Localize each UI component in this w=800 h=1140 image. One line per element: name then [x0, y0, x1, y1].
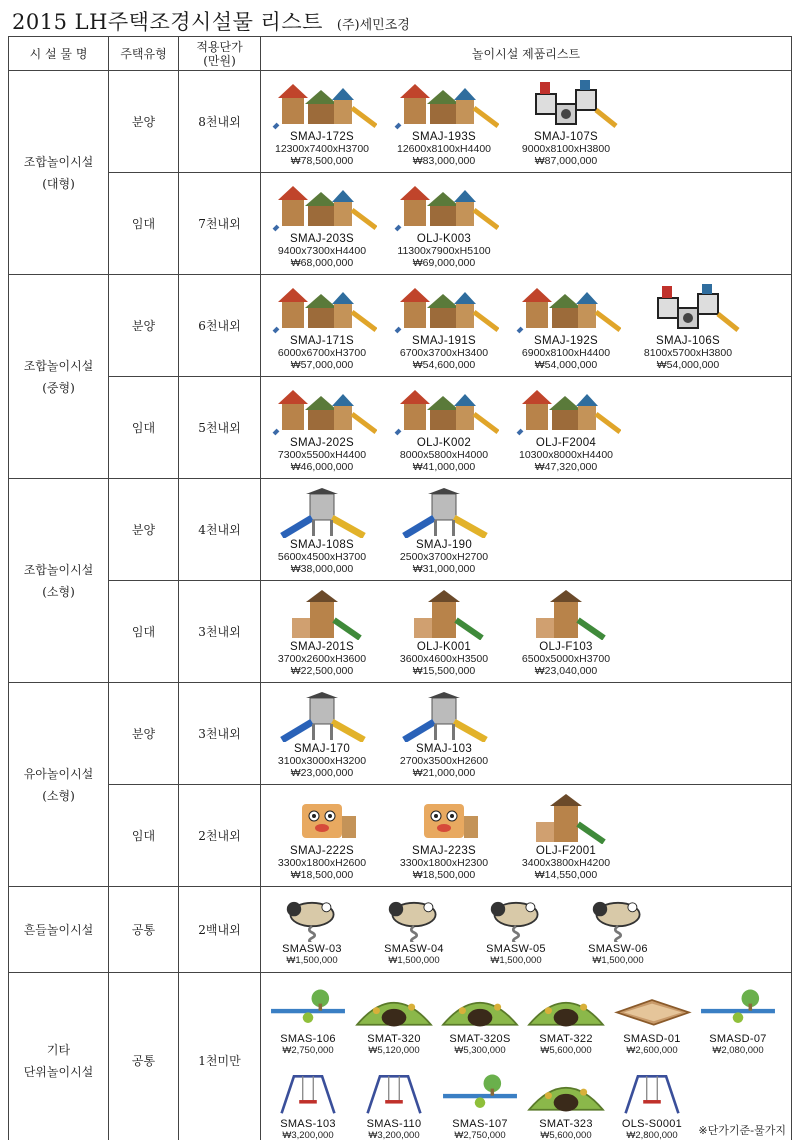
footnote: ※단가기준-물가지 [698, 1124, 786, 1137]
product-row [261, 76, 791, 167]
playground-icon [267, 80, 377, 130]
category-label: (중형) [42, 380, 75, 395]
product-dimensions: 3300x1800xH2600 [277, 857, 367, 869]
product-code: SMAS-106 [280, 1032, 336, 1045]
category-label: 조합놀이시설 [23, 154, 94, 169]
product-price: ₩1,500,000 [388, 955, 440, 966]
product-item[interactable] [573, 896, 663, 967]
product-item[interactable] [389, 692, 499, 779]
product-code: SMASW-03 [282, 943, 342, 955]
product-code: SMASW-06 [588, 943, 648, 955]
product-price: ₩57,000,000 [290, 359, 354, 371]
product-row [261, 382, 791, 473]
playground-icon [267, 182, 377, 232]
tunnel-icon [349, 986, 439, 1032]
product-item[interactable] [511, 80, 621, 167]
product-item[interactable] [511, 386, 621, 473]
spring-rider-icon [369, 896, 459, 942]
product-price: ₩5,300,000 [454, 1044, 506, 1056]
cube-tower-icon [511, 80, 621, 130]
header-price: 적용단가 (만원) [179, 37, 261, 71]
facility-table [8, 36, 792, 1140]
product-list [261, 479, 792, 581]
header-housing: 주택유형 [109, 37, 179, 71]
product-code: SMAJ-193S [411, 131, 477, 143]
table-row [9, 275, 792, 377]
housing-type: 임대 [109, 581, 179, 683]
product-code: OLJ-F2001 [535, 845, 597, 857]
product-code: OLS-S0001 [621, 1117, 683, 1130]
product-code: SMAJ-172S [289, 131, 355, 143]
product-code: SMAS-103 [280, 1117, 336, 1130]
product-price: ₩68,000,000 [290, 257, 354, 269]
product-list [261, 973, 792, 1140]
product-price: ₩1,500,000 [592, 955, 644, 966]
product-row [261, 178, 791, 269]
housing-type: 분양 [109, 71, 179, 173]
product-price: ₩21,000,000 [412, 767, 476, 779]
product-code: SMAJ-170 [293, 743, 351, 755]
product-list [261, 887, 792, 973]
product-item[interactable] [389, 284, 499, 371]
product-item[interactable] [695, 986, 781, 1057]
slide-icon [267, 692, 377, 742]
product-price: ₩54,000,000 [656, 359, 720, 371]
product-item[interactable] [389, 80, 499, 167]
housing-type: 임대 [109, 377, 179, 479]
product-dimensions: 3600x4600xH3500 [399, 653, 489, 665]
product-dimensions: 6900x8100xH4400 [521, 347, 611, 359]
unit-price-range: 8천내외 [179, 71, 261, 173]
page-title: 2015 LH주택조경시설물 리스트 [12, 10, 323, 34]
product-item[interactable] [267, 794, 377, 881]
product-code: SMAJ-191S [411, 335, 477, 347]
header-row [9, 37, 792, 71]
product-dimensions: 6700x3700xH3400 [399, 347, 489, 359]
cube-tower-icon [633, 284, 743, 334]
product-code: SMAT-320S [449, 1032, 511, 1045]
product-list [261, 71, 792, 173]
product-dimensions: 8000x5800xH4000 [399, 449, 489, 461]
product-code: OLJ-K002 [416, 437, 472, 449]
table-row [9, 479, 792, 581]
product-price: ₩5,120,000 [368, 1044, 420, 1056]
product-price: ₩5,600,000 [540, 1129, 592, 1140]
product-code: SMAJ-202S [289, 437, 355, 449]
product-dimensions: 2700x3500xH2600 [399, 755, 489, 767]
playground-icon [267, 386, 377, 436]
unit-price-range: 5천내외 [179, 377, 261, 479]
table-row [9, 173, 792, 275]
product-item[interactable] [437, 1071, 523, 1140]
category-label: 단위놀이시설 [23, 1064, 94, 1079]
product-dimensions: 9400x7300xH4400 [277, 245, 367, 257]
product-price: ₩2,600,000 [626, 1044, 678, 1056]
spring-rider-icon [267, 896, 357, 942]
product-item[interactable] [267, 386, 377, 473]
housing-type: 분양 [109, 275, 179, 377]
product-price: ₩2,750,000 [454, 1129, 506, 1140]
product-code: SMASD-01 [623, 1032, 681, 1045]
playground-icon [267, 284, 377, 334]
category-label: (소형) [42, 584, 75, 599]
product-code: SMAJ-103 [415, 743, 473, 755]
product-item[interactable] [351, 986, 437, 1057]
housing-type: 임대 [109, 173, 179, 275]
product-price: ₩23,000,000 [290, 767, 354, 779]
product-item[interactable] [523, 1071, 609, 1140]
product-code: OLJ-F103 [539, 641, 593, 653]
product-dimensions: 6000x6700xH3700 [277, 347, 367, 359]
product-row [261, 976, 791, 1061]
product-price: ₩3,200,000 [282, 1129, 334, 1140]
product-item[interactable] [351, 1071, 437, 1140]
product-price: ₩46,000,000 [290, 461, 354, 473]
product-list [261, 275, 792, 377]
product-code: SMAT-323 [539, 1117, 593, 1130]
slide-icon [389, 488, 499, 538]
product-item[interactable] [609, 1071, 695, 1140]
animal-house-icon [267, 794, 377, 844]
product-item[interactable] [265, 986, 351, 1057]
product-item[interactable] [267, 590, 377, 677]
tunnel-icon [521, 986, 611, 1032]
facility-category [9, 71, 109, 275]
product-code: SMAJ-222S [289, 845, 355, 857]
product-price: ₩2,800,000 [626, 1129, 678, 1140]
product-code: SMAJ-106S [655, 335, 721, 347]
product-code: SMASW-05 [486, 943, 546, 955]
product-code: SMAJ-107S [533, 131, 599, 143]
spring-rider-icon [471, 896, 561, 942]
header-facility: 시 설 물 명 [9, 37, 109, 71]
unit-price-range: 1천미만 [179, 973, 261, 1140]
product-dimensions: 12300x7400xH3700 [275, 143, 369, 155]
unit-price-range: 3천내외 [179, 581, 261, 683]
seesaw-icon [263, 986, 353, 1032]
unit-price-range: 2백내외 [179, 887, 261, 973]
product-dimensions: 7300x5500xH4400 [277, 449, 367, 461]
product-price: ₩3,200,000 [368, 1129, 420, 1140]
product-dimensions: 6500x5000xH3700 [521, 653, 611, 665]
unit-price-range: 4천내외 [179, 479, 261, 581]
product-price: ₩1,500,000 [490, 955, 542, 966]
product-price: ₩47,320,000 [534, 461, 598, 473]
unit-price-range: 6천내외 [179, 275, 261, 377]
swing-icon [263, 1071, 353, 1117]
seesaw-icon [693, 986, 783, 1032]
product-price: ₩22,500,000 [290, 665, 354, 677]
product-row [261, 484, 791, 575]
product-price: ₩83,000,000 [412, 155, 476, 167]
slide-icon [267, 488, 377, 538]
product-price: ₩69,000,000 [412, 257, 476, 269]
category-label: 기타 [46, 1042, 71, 1057]
product-item[interactable] [267, 488, 377, 575]
product-price: ₩18,500,000 [412, 869, 476, 881]
unit-price-range: 2천내외 [179, 785, 261, 887]
playground-icon [389, 80, 499, 130]
unit-price-range: 7천내외 [179, 173, 261, 275]
product-code: OLJ-F2004 [535, 437, 597, 449]
product-code: SMASW-04 [384, 943, 444, 955]
product-dimensions: 2500x3700xH2700 [399, 551, 489, 563]
product-item[interactable] [389, 590, 499, 677]
product-code: SMAJ-223S [411, 845, 477, 857]
product-list [261, 785, 792, 887]
product-code: SMAJ-201S [289, 641, 355, 653]
product-dimensions: 8100x5700xH3800 [643, 347, 733, 359]
product-item[interactable] [511, 794, 621, 881]
product-item[interactable] [265, 1071, 351, 1140]
product-item[interactable] [389, 386, 499, 473]
product-price: ₩31,000,000 [412, 563, 476, 575]
tower-icon [511, 590, 621, 640]
product-item[interactable] [389, 794, 499, 881]
category-label: (대형) [42, 176, 75, 191]
product-price: ₩54,000,000 [534, 359, 598, 371]
product-list [261, 173, 792, 275]
slide-icon [389, 692, 499, 742]
table-row [9, 683, 792, 785]
housing-type: 공통 [109, 973, 179, 1140]
product-list [261, 581, 792, 683]
product-code: SMAT-320 [367, 1032, 421, 1045]
product-price: ₩5,600,000 [540, 1044, 592, 1056]
category-label: 조합놀이시설 [23, 562, 94, 577]
product-dimensions: 3400x3800xH4200 [521, 857, 611, 869]
product-dimensions: 10300x8000xH4400 [519, 449, 613, 461]
product-dimensions: 9000x8100xH3800 [521, 143, 611, 155]
product-row [261, 688, 791, 779]
product-price: ₩87,000,000 [534, 155, 598, 167]
table-row [9, 71, 792, 173]
tower-icon [389, 590, 499, 640]
product-dimensions: 3300x1800xH2300 [399, 857, 489, 869]
playground-icon [389, 182, 499, 232]
product-price: ₩23,040,000 [534, 665, 598, 677]
product-item[interactable] [511, 284, 621, 371]
product-item[interactable] [523, 986, 609, 1057]
product-item[interactable] [267, 80, 377, 167]
category-label: 유아놀이시설 [23, 766, 94, 781]
product-row [261, 280, 791, 371]
product-item[interactable] [471, 896, 561, 967]
product-price: ₩78,500,000 [290, 155, 354, 167]
product-row [261, 892, 791, 967]
spring-rider-icon [573, 896, 663, 942]
housing-type: 공통 [109, 887, 179, 973]
facility-category [9, 683, 109, 887]
table-row [9, 887, 792, 973]
housing-type: 임대 [109, 785, 179, 887]
product-code: SMAS-107 [452, 1117, 508, 1130]
table-row [9, 581, 792, 683]
header-products: 놀이시설 제품리스트 [261, 37, 792, 71]
product-code: SMAJ-190 [415, 539, 473, 551]
playground-icon [511, 386, 621, 436]
tunnel-icon [435, 986, 525, 1032]
animal-house-icon [389, 794, 499, 844]
product-item[interactable] [389, 488, 499, 575]
tower-icon [511, 794, 621, 844]
housing-type: 분양 [109, 683, 179, 785]
facility-category [9, 887, 109, 973]
playground-icon [511, 284, 621, 334]
product-code: SMAS-110 [366, 1117, 422, 1130]
product-item[interactable] [609, 986, 695, 1057]
facility-category [9, 973, 109, 1140]
product-price: ₩41,000,000 [412, 461, 476, 473]
product-item[interactable] [267, 284, 377, 371]
sandbox-icon [607, 986, 697, 1032]
product-price: ₩54,600,000 [412, 359, 476, 371]
category-label: (소형) [42, 788, 75, 803]
swing-icon [607, 1071, 697, 1117]
facility-category [9, 479, 109, 683]
product-code: SMAT-322 [539, 1032, 593, 1045]
table-row [9, 973, 792, 1140]
product-code: SMAJ-203S [289, 233, 355, 245]
product-code: SMAJ-192S [533, 335, 599, 347]
product-code: OLJ-K001 [416, 641, 472, 653]
product-dimensions: 3700x2600xH3600 [277, 653, 367, 665]
swing-icon [349, 1071, 439, 1117]
product-price: ₩18,500,000 [290, 869, 354, 881]
category-label: 흔들놀이시설 [23, 922, 94, 937]
tunnel-icon [521, 1071, 611, 1117]
product-item[interactable] [267, 692, 377, 779]
product-row [261, 586, 791, 677]
unit-price-range: 3천내외 [179, 683, 261, 785]
product-code: OLJ-K003 [416, 233, 472, 245]
product-item[interactable] [369, 896, 459, 967]
product-list [261, 683, 792, 785]
product-item[interactable] [511, 590, 621, 677]
product-dimensions: 11300x7900xH5100 [397, 245, 491, 257]
product-code: SMAJ-171S [289, 335, 355, 347]
playground-icon [389, 284, 499, 334]
seesaw-icon [435, 1071, 525, 1117]
product-price: ₩38,000,000 [290, 563, 354, 575]
title-bar [12, 6, 410, 32]
product-code: SMAJ-108S [289, 539, 355, 551]
product-dimensions: 5600x4500xH3700 [277, 551, 367, 563]
product-item[interactable] [437, 986, 523, 1057]
product-price: ₩1,500,000 [286, 955, 338, 966]
product-item[interactable] [633, 284, 743, 371]
product-dimensions: 12600x8100xH4400 [397, 143, 491, 155]
playground-icon [389, 386, 499, 436]
table-row [9, 377, 792, 479]
tower-icon [267, 590, 377, 640]
product-price: ₩2,750,000 [282, 1044, 334, 1056]
company-name: (주)세민조경 [336, 18, 410, 33]
product-item[interactable] [267, 896, 357, 967]
product-dimensions: 3100x3000xH3200 [277, 755, 367, 767]
product-item[interactable] [267, 182, 377, 269]
table-row [9, 785, 792, 887]
product-price: ₩2,080,000 [712, 1044, 764, 1056]
product-price: ₩14,550,000 [534, 869, 598, 881]
product-code: SMASD-07 [709, 1032, 767, 1045]
product-price: ₩15,500,000 [412, 665, 476, 677]
category-label: 조합놀이시설 [23, 358, 94, 373]
product-item[interactable] [389, 182, 499, 269]
product-row [261, 790, 791, 881]
facility-category [9, 275, 109, 479]
product-list [261, 377, 792, 479]
housing-type: 분양 [109, 479, 179, 581]
